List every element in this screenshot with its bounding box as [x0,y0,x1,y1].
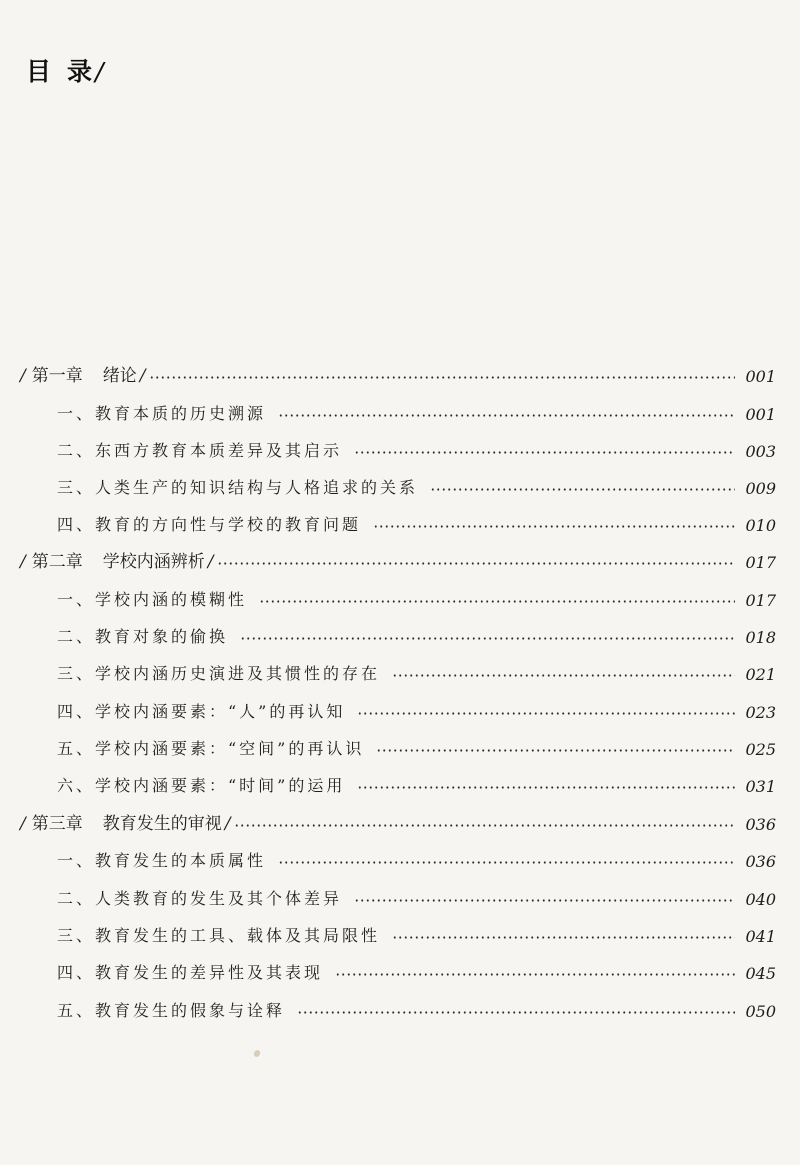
page-number: 036 [745,815,776,834]
page-number: 041 [745,927,776,946]
dot-leader [392,674,735,677]
section-title: 二、东西方教育本质差异及其启示 [57,441,343,460]
section-title: 四、教育的方向性与学校的教育问题 [57,515,362,534]
chapter-title: 绪论 [102,366,137,386]
toc-chapter-2[interactable] [20,548,776,572]
section-title: 三、人类生产的知识结构与人格追求的关系 [57,478,419,497]
toc-section-1-3[interactable] [57,474,776,498]
section-title: 一、教育本质的历史溯源 [57,404,267,423]
title-char-main: 目 [26,57,54,86]
section-title: 四、教育发生的差异性及其表现 [57,963,324,982]
section-title: 四、学校内涵要素：“人”的再认知 [57,702,346,721]
page-number: 045 [745,964,776,983]
page-number: 036 [745,852,776,871]
section-title: 五、教育发生的假象与诠释 [57,1001,286,1020]
page-number: 009 [745,479,776,498]
chapter-trail-slash: / [139,366,146,386]
page-number: 001 [745,405,776,424]
toc-section-3-4[interactable] [57,959,776,983]
toc-section-2-6[interactable] [57,772,776,796]
dot-leader [373,525,735,528]
section-title: 一、教育发生的本质属性 [57,851,267,870]
dot-leader [149,376,735,379]
dot-leader [278,861,735,864]
page-number: 025 [745,740,776,759]
section-title: 六、学校内涵要素：“时间”的运用 [57,776,346,795]
chapter-title: 学校内涵辨析 [102,552,205,572]
chapter-lead-slash: / [20,552,26,572]
chapter-lead-slash: / [20,366,26,386]
page-number: 031 [745,777,776,796]
dot-leader [354,451,735,454]
title-char-second: 录 [67,57,95,86]
chapter-number: 第三章 [31,814,83,834]
page-number: 018 [745,628,776,647]
chapter-number: 第二章 [31,552,83,572]
section-title: 二、教育对象的偷换 [57,627,229,646]
chapter-title: 教育发生的审视 [102,814,222,834]
dot-leader [357,786,735,789]
title-slash: / [95,57,106,86]
toc-chapter-3[interactable] [20,810,776,834]
section-title: 五、学校内涵要素：“空间”的再认识 [57,739,365,758]
toc-section-3-5[interactable] [57,997,776,1021]
dot-leader [354,899,735,902]
page-number: 023 [745,703,776,722]
page-number: 017 [745,591,776,610]
section-title: 三、学校内涵历史演进及其惯性的存在 [57,664,381,683]
dot-leader [376,749,735,752]
page-number: 050 [745,1002,776,1021]
chapter-number: 第一章 [31,366,83,386]
toc-section-3-1[interactable] [57,847,776,871]
toc-section-1-1[interactable] [57,400,776,424]
page-number: 001 [745,367,776,386]
toc-section-2-1[interactable] [57,586,776,610]
chapter-trail-slash: / [207,552,214,572]
toc-section-1-2[interactable] [57,437,776,461]
page-number: 003 [745,442,776,461]
dot-leader [357,712,735,715]
section-title: 一、学校内涵的模糊性 [57,590,248,609]
toc-section-1-4[interactable] [57,511,776,535]
toc-section-2-5[interactable] [57,735,776,759]
dot-leader [217,562,735,565]
section-title: 二、人类教育的发生及其个体差异 [57,889,343,908]
dot-leader [240,637,735,640]
page-title [26,52,105,88]
toc-chapter-1[interactable] [20,362,776,386]
section-title: 三、教育发生的工具、载体及其局限性 [57,926,381,945]
page-number: 021 [745,665,776,684]
toc-section-3-3[interactable] [57,922,776,946]
toc-section-3-2[interactable] [57,885,776,909]
page-number: 040 [745,890,776,909]
dot-leader [259,600,735,603]
page-number: 010 [745,516,776,535]
dot-leader [430,488,735,491]
toc-section-2-2[interactable] [57,623,776,647]
toc-section-2-4[interactable] [57,698,776,722]
dot-leader [392,936,735,939]
page-number: 017 [745,553,776,572]
toc-section-2-3[interactable] [57,660,776,684]
dot-leader [297,1011,735,1014]
chapter-lead-slash: / [20,814,26,834]
paper-speck [253,1049,262,1058]
dot-leader [335,973,735,976]
chapter-trail-slash: / [224,814,231,834]
dot-leader [234,824,735,827]
dot-leader [278,414,735,417]
